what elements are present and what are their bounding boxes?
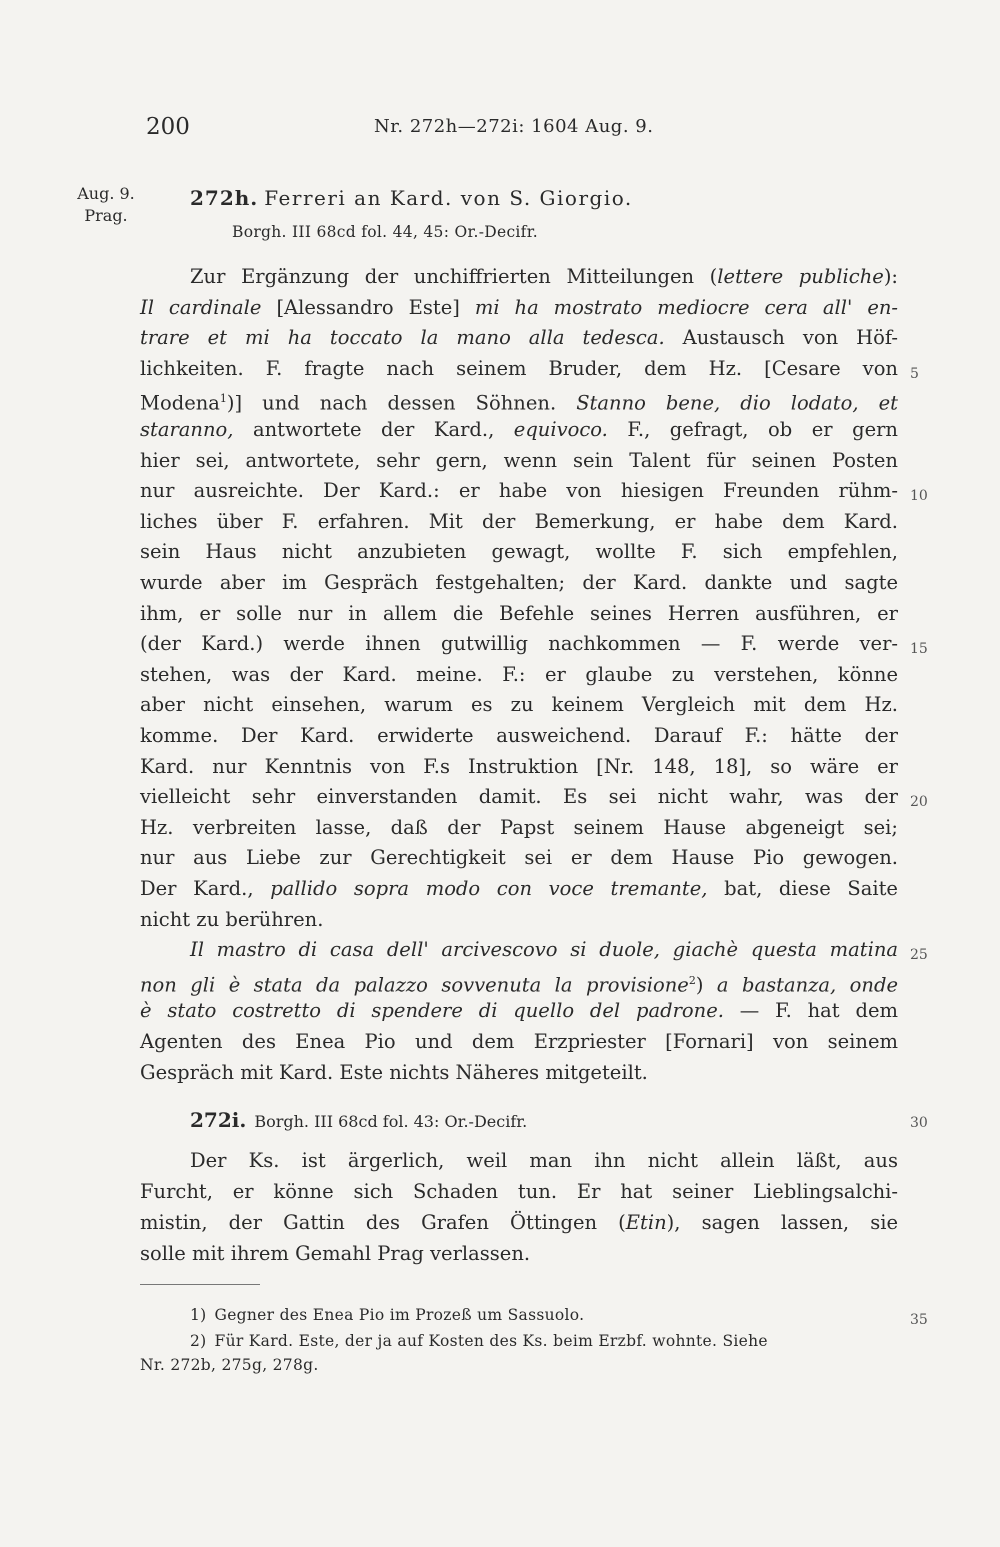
text-run: nur ausreichte. Der Kard.: er habe von hiesigen Freunden rühm- — [140, 479, 898, 502]
text-line — [140, 996, 898, 1026]
italic-text: Stanno bene, dio lodato, et — [576, 391, 898, 415]
text-line — [140, 690, 898, 720]
text-line — [140, 537, 898, 567]
margin-date-line: Aug. 9. — [77, 184, 135, 203]
text-run: komme. Der Kard. erwiderte ausweichend. Darauf F.: hätte der — [140, 724, 898, 747]
text-line — [140, 660, 898, 690]
text-line — [140, 1177, 898, 1207]
text-run: nur aus Liebe zur Gerechtigkeit sei er dem Hause Pio gewogen. — [140, 846, 898, 869]
line-number: 25 — [910, 947, 928, 963]
text-line — [140, 384, 898, 414]
text-run: ) — [695, 973, 717, 997]
text-run: liches über F. erfahren. Mit der Bemerkung, er habe dem Kard. — [140, 510, 898, 533]
text-line — [140, 446, 898, 476]
text-line — [140, 1058, 898, 1088]
text-line — [190, 1146, 898, 1176]
text-run: (der Kard.) werde ihnen gutwillig nachkommen — F. werde ver- — [140, 632, 898, 655]
italic-text: è stato costretto di spendere di quello del padrone. — [140, 999, 724, 1022]
text-run: sein Haus nicht anzubieten gewagt, wollte F. sich empfehlen, — [140, 540, 898, 563]
text-run: Der Kard., — [140, 877, 271, 900]
text-run: antwortete der Kard., — [233, 418, 514, 441]
entry-source: Borgh. III 68cd fol. 43: Or.-Decifr. — [254, 1112, 528, 1131]
footnote-marker: 2) — [190, 1332, 207, 1350]
line-number: 20 — [910, 794, 928, 810]
text-run: Der Ks. ist ärgerlich, weil man ihn nicht allein läßt, aus — [190, 1149, 898, 1172]
text-run: ihm, er solle nur in allem die Befehle seines Herren ausführen, er — [140, 602, 898, 625]
text-line — [140, 507, 898, 537]
entry-number: 272h. — [190, 186, 259, 210]
line-number: 5 — [910, 366, 919, 382]
italic-text: mi ha mostrato mediocre cera all' en- — [474, 296, 899, 319]
italic-text: Etin — [625, 1211, 667, 1234]
text-run: aber nicht einsehen, warum es zu keinem Vergleich mit dem Hz. — [140, 693, 898, 716]
text-run: Zur Ergänzung der unchiffrierten Mitteilungen ( — [190, 265, 718, 288]
text-run: lichkeiten. F. fragte nach seinem Bruder, dem Hz. [Cesare von — [140, 357, 898, 380]
footnote — [190, 1306, 584, 1324]
text-line — [140, 1208, 898, 1238]
running-head: Nr. 272h—272i: 1604 Aug. 9. — [374, 116, 654, 137]
line-number: 30 — [910, 1115, 928, 1131]
footnote — [190, 1332, 768, 1350]
italic-text: trare et mi ha toccato la mano alla tedesca. — [140, 326, 665, 349]
italic-text: lettere publiche — [717, 265, 884, 288]
footnote-rule — [140, 1284, 260, 1285]
footnote-text: Gegner des Enea Pio im Prozeß um Sassuolo. — [214, 1306, 585, 1324]
text-line — [140, 568, 898, 598]
italic-text: non gli è stata da palazzo sovvenuta la provisione — [140, 973, 689, 997]
text-run: F., gefragt, ob er gern — [607, 418, 898, 441]
text-run: vielleicht sehr einverstanden damit. Es sei nicht wahr, was der — [140, 785, 898, 808]
text-line — [140, 966, 898, 996]
text-run: Kard. nur Kenntnis von F.s Instruktion [Nr. 148, 18], so wäre er — [140, 755, 898, 778]
text-run: [Alessandro Este] — [261, 296, 475, 319]
text-run: nicht zu berühren. — [140, 908, 324, 931]
text-run: Gespräch mit Kard. Este nichts Näheres mitgeteilt. — [140, 1061, 648, 1084]
text-line — [140, 721, 898, 751]
text-run: mistin, der Gattin des Grafen Öttingen ( — [140, 1211, 626, 1234]
page-number: 200 — [146, 114, 190, 140]
text-run: Hz. verbreiten lasse, daß der Papst seinem Hause abgeneigt sei; — [140, 816, 898, 839]
text-line — [140, 905, 898, 935]
footnote-marker: 2 — [688, 974, 696, 987]
text-line — [140, 752, 898, 782]
text-line — [190, 262, 898, 292]
margin-place-line: Prag. — [84, 206, 128, 225]
text-run: wurde aber im Gespräch festgehalten; der Kard. dankte und sagte — [140, 571, 898, 594]
italic-text: equivoco. — [513, 418, 608, 441]
text-run: — F. hat dem — [723, 999, 898, 1022]
text-line — [140, 874, 898, 904]
text-run: hier sei, antwortete, sehr gern, wenn sein Talent für seinen Posten — [140, 449, 898, 472]
text-line — [140, 323, 898, 353]
footnote-text: Für Kard. Este, der ja auf Kosten des Ks. beim Erzbf. wohnte. Siehe — [214, 1332, 768, 1350]
entry-heading-272i — [190, 1108, 527, 1132]
text-run: Furcht, er könne sich Schaden tun. Er hat seiner Lieblingsalchi- — [140, 1180, 898, 1203]
footnote-text: Nr. 272b, 275g, 278g. — [140, 1356, 319, 1374]
text-line — [140, 813, 898, 843]
text-line — [140, 415, 898, 445]
text-run: Agenten des Enea Pio und dem Erzpriester [Fornari] von seinem — [140, 1030, 898, 1053]
footnote-marker: 1 — [219, 392, 227, 405]
italic-text: pallido sopra modo con voce tremante, — [270, 877, 708, 900]
text-run: Modena — [140, 391, 220, 415]
text-line — [190, 935, 898, 965]
text-line — [140, 843, 898, 873]
text-run: )] und nach dessen Söhnen. — [226, 391, 577, 415]
text-run: stehen, was der Kard. meine. F.: er glaube zu verstehen, könne — [140, 663, 898, 686]
line-number: 10 — [910, 488, 928, 504]
text-line — [140, 1239, 898, 1269]
line-number: 15 — [910, 641, 928, 657]
italic-text: a bastanza, onde — [716, 973, 898, 997]
italic-text: Il mastro di casa dell' arcivescovo si duole, giachè questa matina — [190, 938, 898, 961]
entry-number: 272i. — [190, 1108, 247, 1132]
italic-text: Il cardinale — [140, 296, 262, 319]
footnote-marker: 1) — [190, 1306, 207, 1324]
entry-source-272h: Borgh. III 68cd fol. 44, 45: Or.-Decifr. — [232, 223, 538, 241]
text-run: bat, diese Saite — [707, 877, 898, 900]
text-run: solle mit ihrem Gemahl Prag verlassen. — [140, 1242, 531, 1265]
text-line — [140, 599, 898, 629]
text-line — [140, 629, 898, 659]
text-line — [140, 293, 898, 323]
text-run: ): — [883, 265, 898, 288]
text-line — [140, 782, 898, 812]
footnote — [140, 1356, 319, 1374]
margin-date — [66, 183, 146, 227]
text-line — [140, 476, 898, 506]
italic-text: staranno, — [140, 418, 234, 441]
text-run: ), sagen lassen, sie — [666, 1211, 898, 1234]
text-line — [140, 1027, 898, 1057]
line-number: 35 — [910, 1312, 928, 1328]
entry-title: Ferreri an Kard. von S. Giorgio. — [264, 186, 633, 210]
entry-heading-272h — [190, 186, 633, 210]
text-line — [140, 354, 898, 384]
text-run: Austausch von Höf- — [664, 326, 898, 349]
